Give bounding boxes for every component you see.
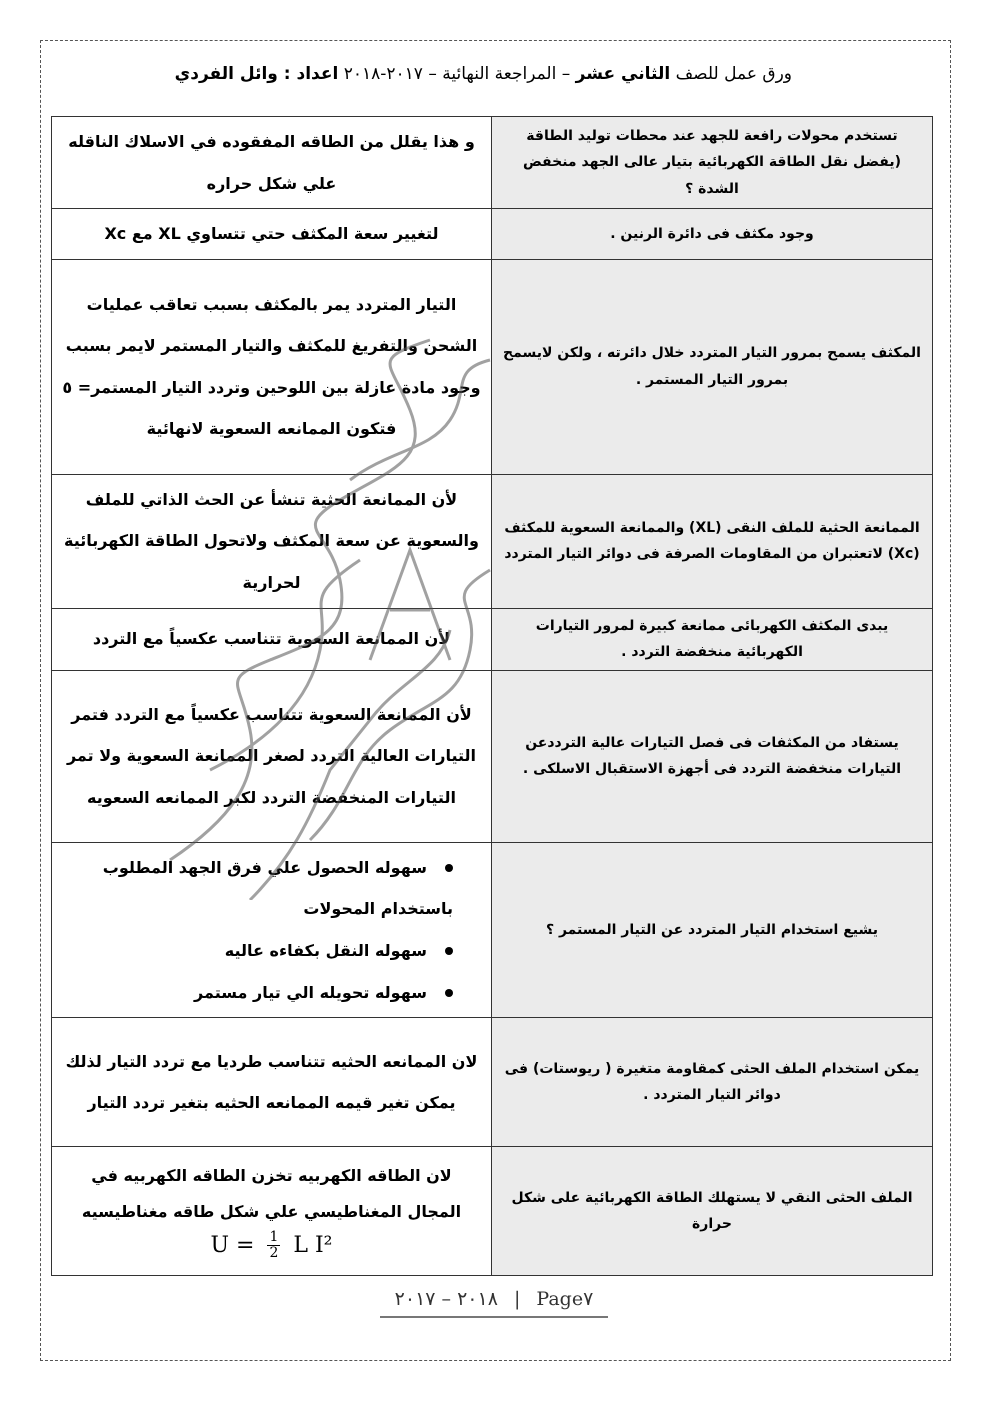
question-cell: وجود مكثف فى دائرة الرنين . <box>492 209 933 260</box>
answer-cell: لأن الممانعة الحثية تنشأ عن الحث الذاتي للملف والسعوية عن سعة المكثف ولاتحول الطاقة الكهربائية لحرارية <box>52 474 492 608</box>
answer-cell: لأن الممانعة السعوية تتناسب عكسياً مع التردد <box>52 608 492 670</box>
footer-underline <box>380 1316 608 1318</box>
header-prepared-label: اعداد : <box>277 64 339 84</box>
table-row <box>52 474 933 608</box>
table-row <box>52 670 933 842</box>
answer-cell: و هذا يقلل من الطاقه المفقوده في الاسلاك الناقله علي شكل حراره <box>52 117 492 209</box>
answer-cell: لان الممانعه الحثيه تتناسب طرديا مع تردد التيار لذلك يمكن تغير قيمه الممانعه الحثيه بتغير تردد التيار <box>52 1018 492 1147</box>
table-row <box>52 259 933 474</box>
question-cell: يبدى المكثف الكهربائى ممانعة كبيرة لمرور التيارات الكهربائية منخفضة التردد . <box>492 608 933 670</box>
page-header <box>60 64 792 84</box>
footer-separator: | <box>513 1288 521 1310</box>
answer-cell <box>52 842 492 1017</box>
question-cell: الممانعة الحثية للملف النقى (XL) والممانعة السعوية للمكثف (Xc) لاتعتبران من المقاومات الصرفة فى دوائر التيار المتردد <box>492 474 933 608</box>
table-row <box>52 842 933 1017</box>
answer-cell: لتغيير سعة المكثف حتي تتساوي XL مع Xc <box>52 209 492 260</box>
page-footer <box>380 1288 608 1310</box>
question-cell: المكثف يسمح بمرور التيار المتردد خلال دائرته ، ولكن لايسمح بمرور التيار المستمر . <box>492 259 933 474</box>
question-cell: يمكن استخدام الملف الحثى كمقاومة متغيرة ( ريوستات) فى دوائر التيار المتردد . <box>492 1018 933 1147</box>
question-cell: الملف الحثى النقي لا يستهلك الطاقة الكهربائية على شكل حرارة <box>492 1147 933 1276</box>
answer-cell: لأن الممانعة السعوية تتناسب عكسياً مع التردد فتمر التيارات العالية التردد لصغر الممانعة السعوية ولا تمر التيارات المنخفضة التردد لكبر الممانعه السعويه <box>52 670 492 842</box>
table-row <box>52 1147 933 1276</box>
fraction: $\frac{1}{2}$ <box>269 1228 279 1262</box>
footer-years: ٢٠١٨ – ٢٠١٧ <box>394 1288 498 1310</box>
header-author: وائل الفردي <box>174 64 278 84</box>
bullet-icon <box>445 989 453 997</box>
header-grade: الثاني عشر <box>575 64 671 84</box>
list-item: سهوله النقل بكفاءه عاليه <box>62 930 453 972</box>
list-item: سهوله تحويله الي تيار مستمر <box>62 972 453 1014</box>
question-cell: تستخدم محولات رافعة للجهد عند محطات توليد الطاقة (يفضل نقل الطاقة الكهربائية بتيار عالى الجهد منخفض الشدة ؟ <box>492 117 933 209</box>
table-row <box>52 117 933 209</box>
table-row <box>52 1018 933 1147</box>
bullet-icon <box>445 864 453 872</box>
bullet-icon <box>445 947 453 955</box>
header-prefix: ورق عمل للصف <box>670 64 792 84</box>
answer-cell <box>52 1147 492 1276</box>
question-cell: يشيع استخدام التيار المتردد عن التيار المستمر ؟ <box>492 842 933 1017</box>
table-row <box>52 608 933 670</box>
advantages-list <box>62 847 481 1013</box>
answer-text: لان الطاقه الكهربيه تخزن الطاقه الكهربيه في المجال المغناطيسي علي شكل طاقه مغناطيسيه <box>81 1166 462 1221</box>
header-middle: – المراجعة النهائية – ٢٠١٧-٢٠١٨ <box>338 64 576 84</box>
table-row <box>52 209 933 260</box>
question-cell: يستفاد من المكثفات فى فصل التيارات عالية الترددعن التيارات منخفضة التردد فى أجهزة الاستقبال الاسلكى . <box>492 670 933 842</box>
energy-formula: U = $\frac{1}{2}$ L I² <box>210 1228 333 1262</box>
qa-table <box>51 116 933 1276</box>
list-item: سهوله الحصول علي فرق الجهد المطلوب باستخدام المحولات <box>102 857 453 919</box>
footer-page: Page٧ <box>536 1288 594 1310</box>
answer-cell: التيار المتردد يمر بالمكثف بسبب تعاقب عمليات الشحن والتفريغ للمكثف والتيار المستمر لايمر بسبب وجود مادة عازلة بين اللوحين وتردد التيار المستمر= ٥ فتكون الممانعه السعوية لانهائية <box>52 259 492 474</box>
